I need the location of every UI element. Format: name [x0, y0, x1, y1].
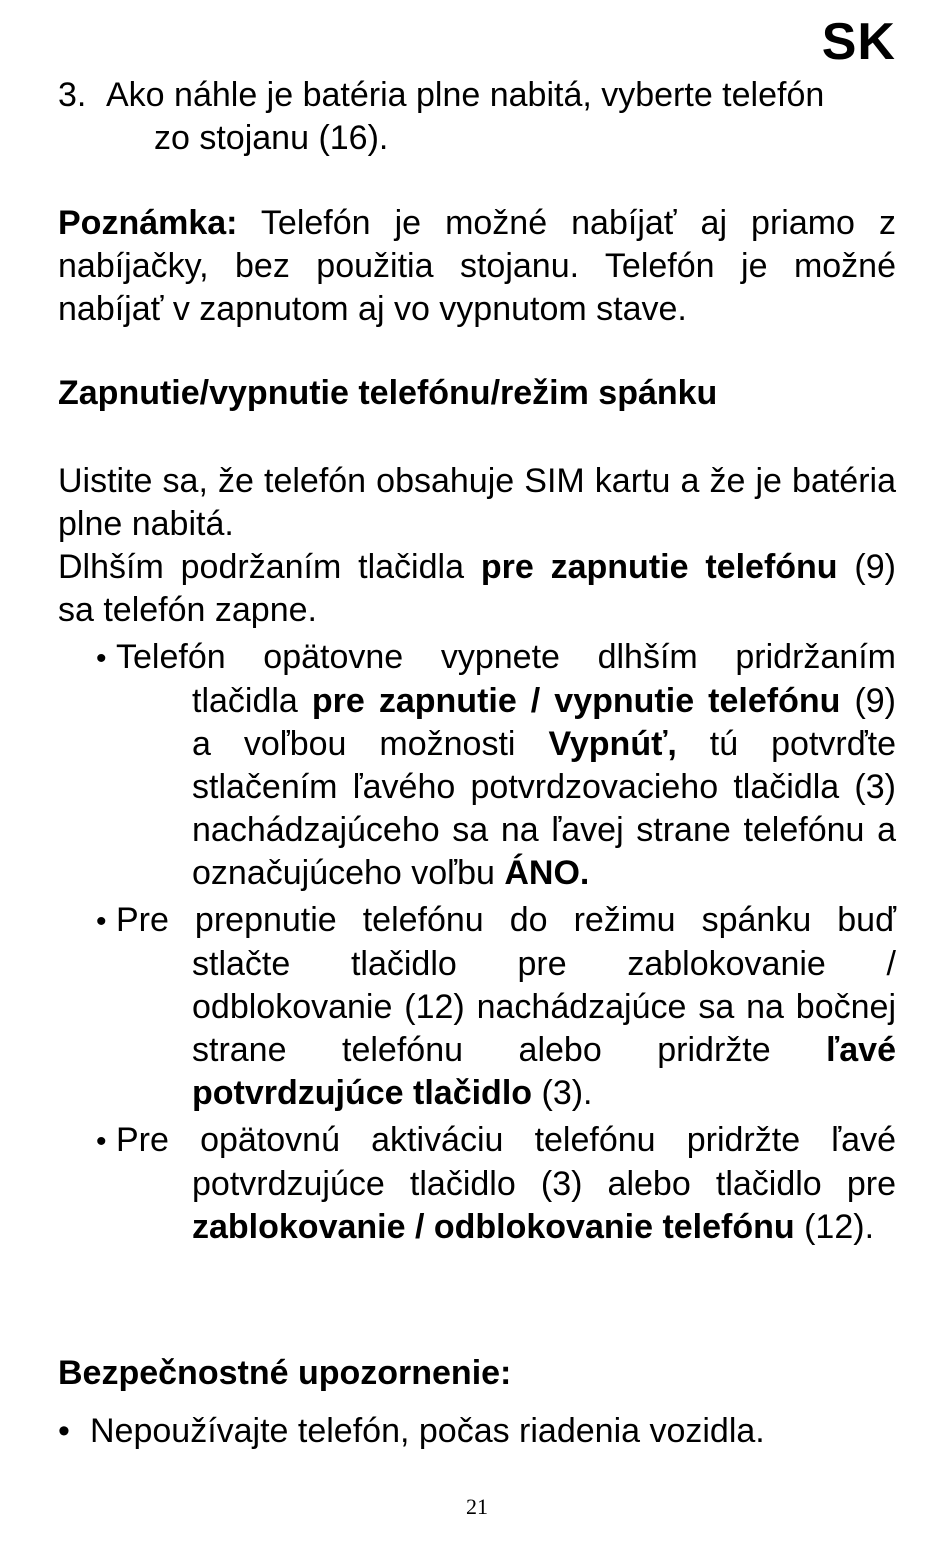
bullet-sleep-mode — [96, 899, 896, 1115]
bullet-bold: ľavé potvrdzujúce tlačidlo — [192, 1031, 896, 1112]
bullet-bold: pre zapnutie / vypnutie telefónu — [311, 682, 841, 720]
bullet-text: tú potvrďte stlačením ľavého potvrdzovacieho tlačidla (3) nachádzajúceho sa na ľavej strane telefónu a označujúceho voľbu — [192, 725, 896, 892]
manual-page — [58, 0, 896, 1558]
section-heading-power: Zapnutie/vypnutie telefónu/režim spánku — [58, 374, 718, 412]
bullet-text: (9) a voľbou možnosti — [192, 682, 896, 763]
power-bullet-list — [96, 636, 896, 1253]
bullet-text: Telefón opätovne vypnete dlhším pridržaním tlačidla — [116, 638, 896, 720]
bullet-bold: ÁNO. — [504, 854, 590, 892]
bullet-dot: • — [58, 1412, 70, 1450]
safety-warning-text: Nepoužívajte telefón, počas riadenia vozidla. — [90, 1412, 765, 1450]
bullet-bold: zablokovanie / odblokovanie telefónu — [192, 1208, 795, 1246]
page-number: 21 — [466, 1494, 488, 1519]
bullet-text: Pre prepnutie telefónu do režimu spánku buď stlačte tlačidlo pre zablokovanie / odblokovanie (12) nachádzajúce sa na bočnej strane telefónu alebo pridržte — [116, 901, 896, 1069]
power-on-bold: pre zapnutie telefónu — [480, 548, 838, 586]
note-label: Poznámka: — [58, 204, 238, 242]
safety-warning-item — [58, 1410, 896, 1453]
note-text: Telefón je možné nabíjať aj priamo z nabíjačky, bez použitia stojanu. Telefón je možné nabíjať v zapnutom aj vo vypnutom stave. — [58, 204, 896, 328]
bullet-text: (12). — [794, 1208, 875, 1246]
bullet-dot: • — [96, 905, 107, 938]
note-paragraph — [58, 202, 896, 331]
power-on-text-end: (9) sa telefón zapne. — [58, 548, 896, 629]
sim-check-paragraph: Uistite sa, že telefón obsahuje SIM kartu a že je batéria plne nabitá. — [58, 462, 896, 543]
bullet-dot: • — [96, 642, 107, 675]
power-on-text: Dlhším podržaním tlačidla — [58, 548, 481, 586]
bullet-dot: • — [96, 1125, 107, 1158]
step-text-line1: Ako náhle je batéria plne nabitá, vyberte telefón — [106, 76, 825, 114]
step-number: 3. — [58, 76, 87, 114]
bullet-reactivate — [96, 1119, 896, 1249]
bullet-text: (3). — [532, 1074, 593, 1112]
step-text-line2: zo stojanu (16). — [154, 119, 389, 157]
bullet-power-off — [96, 636, 896, 895]
power-intro — [58, 460, 896, 632]
bullet-bold: Vypnúť, — [548, 725, 677, 763]
language-tag: SK — [821, 13, 896, 71]
power-on-paragraph — [58, 546, 896, 632]
step-3 — [58, 74, 896, 160]
bullet-text: Pre opätovnú aktiváciu telefónu pridržte ľavé potvrdzujúce tlačidlo (3) alebo tlačidlo pre — [116, 1121, 896, 1203]
section-heading-safety: Bezpečnostné upozornenie: — [58, 1354, 512, 1392]
